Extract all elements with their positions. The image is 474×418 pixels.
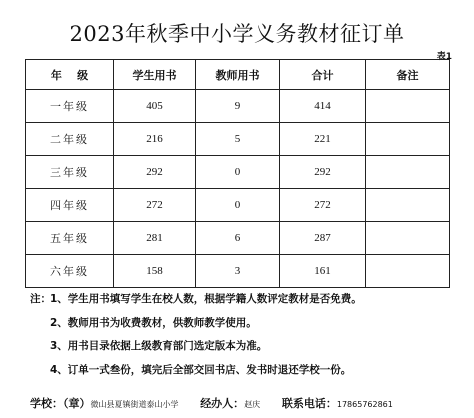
total-cell: 287 <box>280 222 366 255</box>
header-teacher-books: 教师用书 <box>196 60 280 90</box>
teacher-books-cell: 3 <box>196 255 280 288</box>
handler-label: 经办人： <box>200 397 245 410</box>
remark-cell <box>366 255 450 288</box>
remark-cell <box>366 90 450 123</box>
phone-number: 17865762861 <box>336 400 393 409</box>
remark-cell <box>366 189 450 222</box>
teacher-books-cell: 0 <box>196 189 280 222</box>
remark-cell <box>366 156 450 189</box>
teacher-books-cell: 0 <box>196 156 280 189</box>
teacher-books-cell: 6 <box>196 222 280 255</box>
note-text: 3、用书目录依据上级教育部门选定版本为准。 <box>50 340 268 352</box>
notes-section <box>30 292 362 386</box>
grade-cell: 五年级 <box>26 222 114 255</box>
total-cell: 221 <box>280 123 366 156</box>
student-books-cell: 281 <box>114 222 196 255</box>
table-row <box>26 90 450 123</box>
table-number: 表1 <box>436 52 452 62</box>
signature-footer <box>30 395 474 411</box>
table-row <box>26 255 450 288</box>
remark-cell <box>366 222 450 255</box>
remark-cell <box>366 123 450 156</box>
table-row <box>26 156 450 189</box>
table-row <box>26 222 450 255</box>
student-books-cell: 405 <box>114 90 196 123</box>
student-books-cell: 292 <box>114 156 196 189</box>
note-text: 2、教师用书为收费教材，供教师教学使用。 <box>50 316 257 329</box>
grade-cell: 四年级 <box>26 189 114 222</box>
school-label: 学校：（章） <box>30 397 91 410</box>
total-cell: 161 <box>280 255 366 288</box>
note-text: 4、订单一式叁份，填完后全部交回书店、发书时退还学校一份。 <box>50 363 352 376</box>
page-title: 2023年秋季中小学义务教材征订单 <box>69 22 405 46</box>
header-total: 合计 <box>280 60 366 90</box>
handler-name: 赵庆 <box>244 400 261 409</box>
table-header-row <box>26 60 450 90</box>
table-row <box>26 189 450 222</box>
note-item <box>30 363 362 387</box>
grade-cell: 三年级 <box>26 156 114 189</box>
student-books-cell: 216 <box>114 123 196 156</box>
order-table <box>25 59 450 288</box>
student-books-cell: 272 <box>114 189 196 222</box>
note-text: 1、学生用书填写学生在校人数，根据学籍人数评定教材是否免费。 <box>50 293 362 305</box>
header-remark: 备注 <box>366 60 450 90</box>
grade-cell: 一年级 <box>26 90 114 123</box>
grade-cell: 二年级 <box>26 123 114 156</box>
phone-label: 联系电话： <box>281 397 337 410</box>
header-student-books: 学生用书 <box>114 60 196 90</box>
student-books-cell: 158 <box>114 255 196 288</box>
total-cell: 292 <box>280 156 366 189</box>
note-item <box>30 292 362 316</box>
teacher-books-cell: 9 <box>196 90 280 123</box>
table-row <box>26 123 450 156</box>
header-grade: 年 级 <box>26 60 114 90</box>
teacher-books-cell: 5 <box>196 123 280 156</box>
total-cell: 414 <box>280 90 366 123</box>
note-item <box>30 316 362 340</box>
notes-prefix: 注： <box>30 293 51 305</box>
school-name: 微山县夏镇街道泰山小学 <box>90 400 179 409</box>
grade-cell: 六年级 <box>26 255 114 288</box>
note-item <box>30 339 362 363</box>
total-cell: 272 <box>280 189 366 222</box>
